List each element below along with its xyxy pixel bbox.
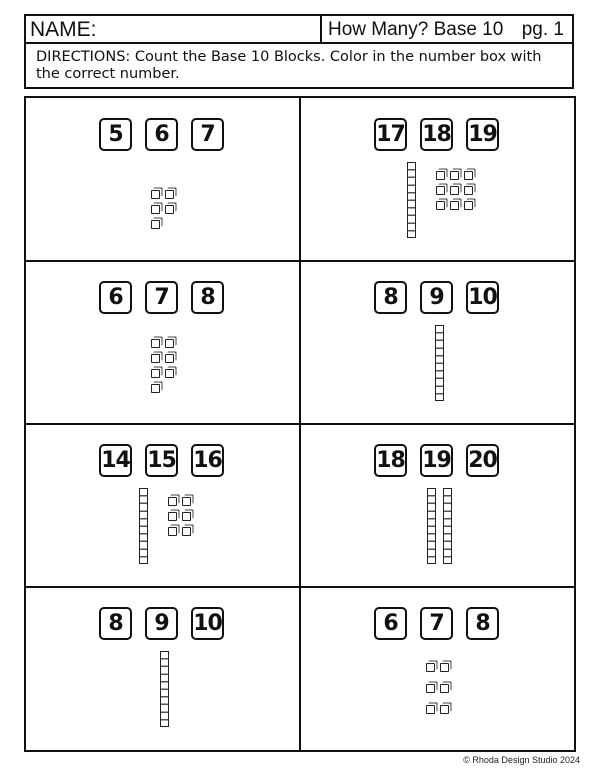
- one-cube: [450, 171, 459, 180]
- problem-cell: [301, 424, 574, 587]
- number-choice-box[interactable]: 15: [145, 444, 178, 477]
- one-cube: [165, 205, 174, 214]
- number-choice-box[interactable]: 10: [191, 607, 224, 640]
- number-choice-box[interactable]: 9: [420, 281, 453, 314]
- name-field[interactable]: [26, 16, 322, 42]
- one-cube: [165, 339, 174, 348]
- ten-rod: [435, 325, 444, 401]
- number-choice-box[interactable]: 8: [99, 607, 132, 640]
- number-choice-box[interactable]: 19: [466, 118, 499, 151]
- problem-cell: [301, 98, 574, 261]
- directions: DIRECTIONS: Count the Base 10 Blocks. Color in the number box with the correct number.: [24, 43, 574, 89]
- worksheet-title: How Many? Base 10: [328, 19, 504, 40]
- one-cube: [464, 186, 473, 195]
- one-cube: [440, 684, 449, 693]
- one-cube: [151, 384, 160, 393]
- one-cube: [450, 186, 459, 195]
- number-choice-box[interactable]: 6: [374, 607, 407, 640]
- number-choice-box[interactable]: 8: [374, 281, 407, 314]
- one-cube: [426, 663, 435, 672]
- ten-rod: [139, 488, 148, 564]
- number-choice-box[interactable]: 6: [99, 281, 132, 314]
- one-cube: [151, 339, 160, 348]
- one-cube: [436, 201, 445, 210]
- number-choice-box[interactable]: 19: [420, 444, 453, 477]
- number-choice-box[interactable]: 17: [374, 118, 407, 151]
- number-choice-box[interactable]: 8: [191, 281, 224, 314]
- one-cube: [151, 205, 160, 214]
- problem-grid: [24, 96, 576, 752]
- number-choice-box[interactable]: 7: [420, 607, 453, 640]
- one-cube: [168, 497, 177, 506]
- one-cube: [464, 201, 473, 210]
- ten-rod: [160, 651, 169, 727]
- one-cube: [436, 186, 445, 195]
- number-choice-box[interactable]: 8: [466, 607, 499, 640]
- one-cube: [182, 497, 191, 506]
- number-choice-box[interactable]: 9: [145, 607, 178, 640]
- one-cube: [151, 369, 160, 378]
- one-cube: [168, 527, 177, 536]
- one-cube: [168, 512, 177, 521]
- one-cube: [182, 527, 191, 536]
- problem-cell: [26, 98, 299, 261]
- page-number: pg. 1: [521, 19, 564, 40]
- one-cube: [426, 684, 435, 693]
- one-cube: [165, 354, 174, 363]
- one-cube: [151, 190, 160, 199]
- worksheet-header: [24, 14, 574, 44]
- ten-rod: [443, 488, 452, 564]
- name-label: NAME:: [30, 18, 97, 41]
- one-cube: [426, 705, 435, 714]
- title-box: [322, 16, 572, 42]
- ten-rod: [407, 162, 416, 238]
- number-choice-box[interactable]: 18: [374, 444, 407, 477]
- ten-rod: [427, 488, 436, 564]
- number-choice-box[interactable]: 14: [99, 444, 132, 477]
- number-choice-box[interactable]: 18: [420, 118, 453, 151]
- number-choice-box[interactable]: 10: [466, 281, 499, 314]
- number-choice-box[interactable]: 16: [191, 444, 224, 477]
- number-choice-box[interactable]: 6: [145, 118, 178, 151]
- one-cube: [436, 171, 445, 180]
- problem-cell: [301, 261, 574, 424]
- number-choice-box[interactable]: 20: [466, 444, 499, 477]
- one-cube: [182, 512, 191, 521]
- number-choice-box[interactable]: 7: [191, 118, 224, 151]
- one-cube: [165, 190, 174, 199]
- problem-cell: [301, 587, 574, 750]
- one-cube: [440, 705, 449, 714]
- problem-cell: [26, 587, 299, 750]
- number-choice-box[interactable]: 5: [99, 118, 132, 151]
- one-cube: [151, 220, 160, 229]
- one-cube: [464, 171, 473, 180]
- problem-cell: [26, 261, 299, 424]
- copyright: © Rhoda Design Studio 2024: [463, 755, 580, 765]
- one-cube: [450, 201, 459, 210]
- number-choice-box[interactable]: 7: [145, 281, 178, 314]
- problem-cell: [26, 424, 299, 587]
- one-cube: [165, 369, 174, 378]
- one-cube: [151, 354, 160, 363]
- one-cube: [440, 663, 449, 672]
